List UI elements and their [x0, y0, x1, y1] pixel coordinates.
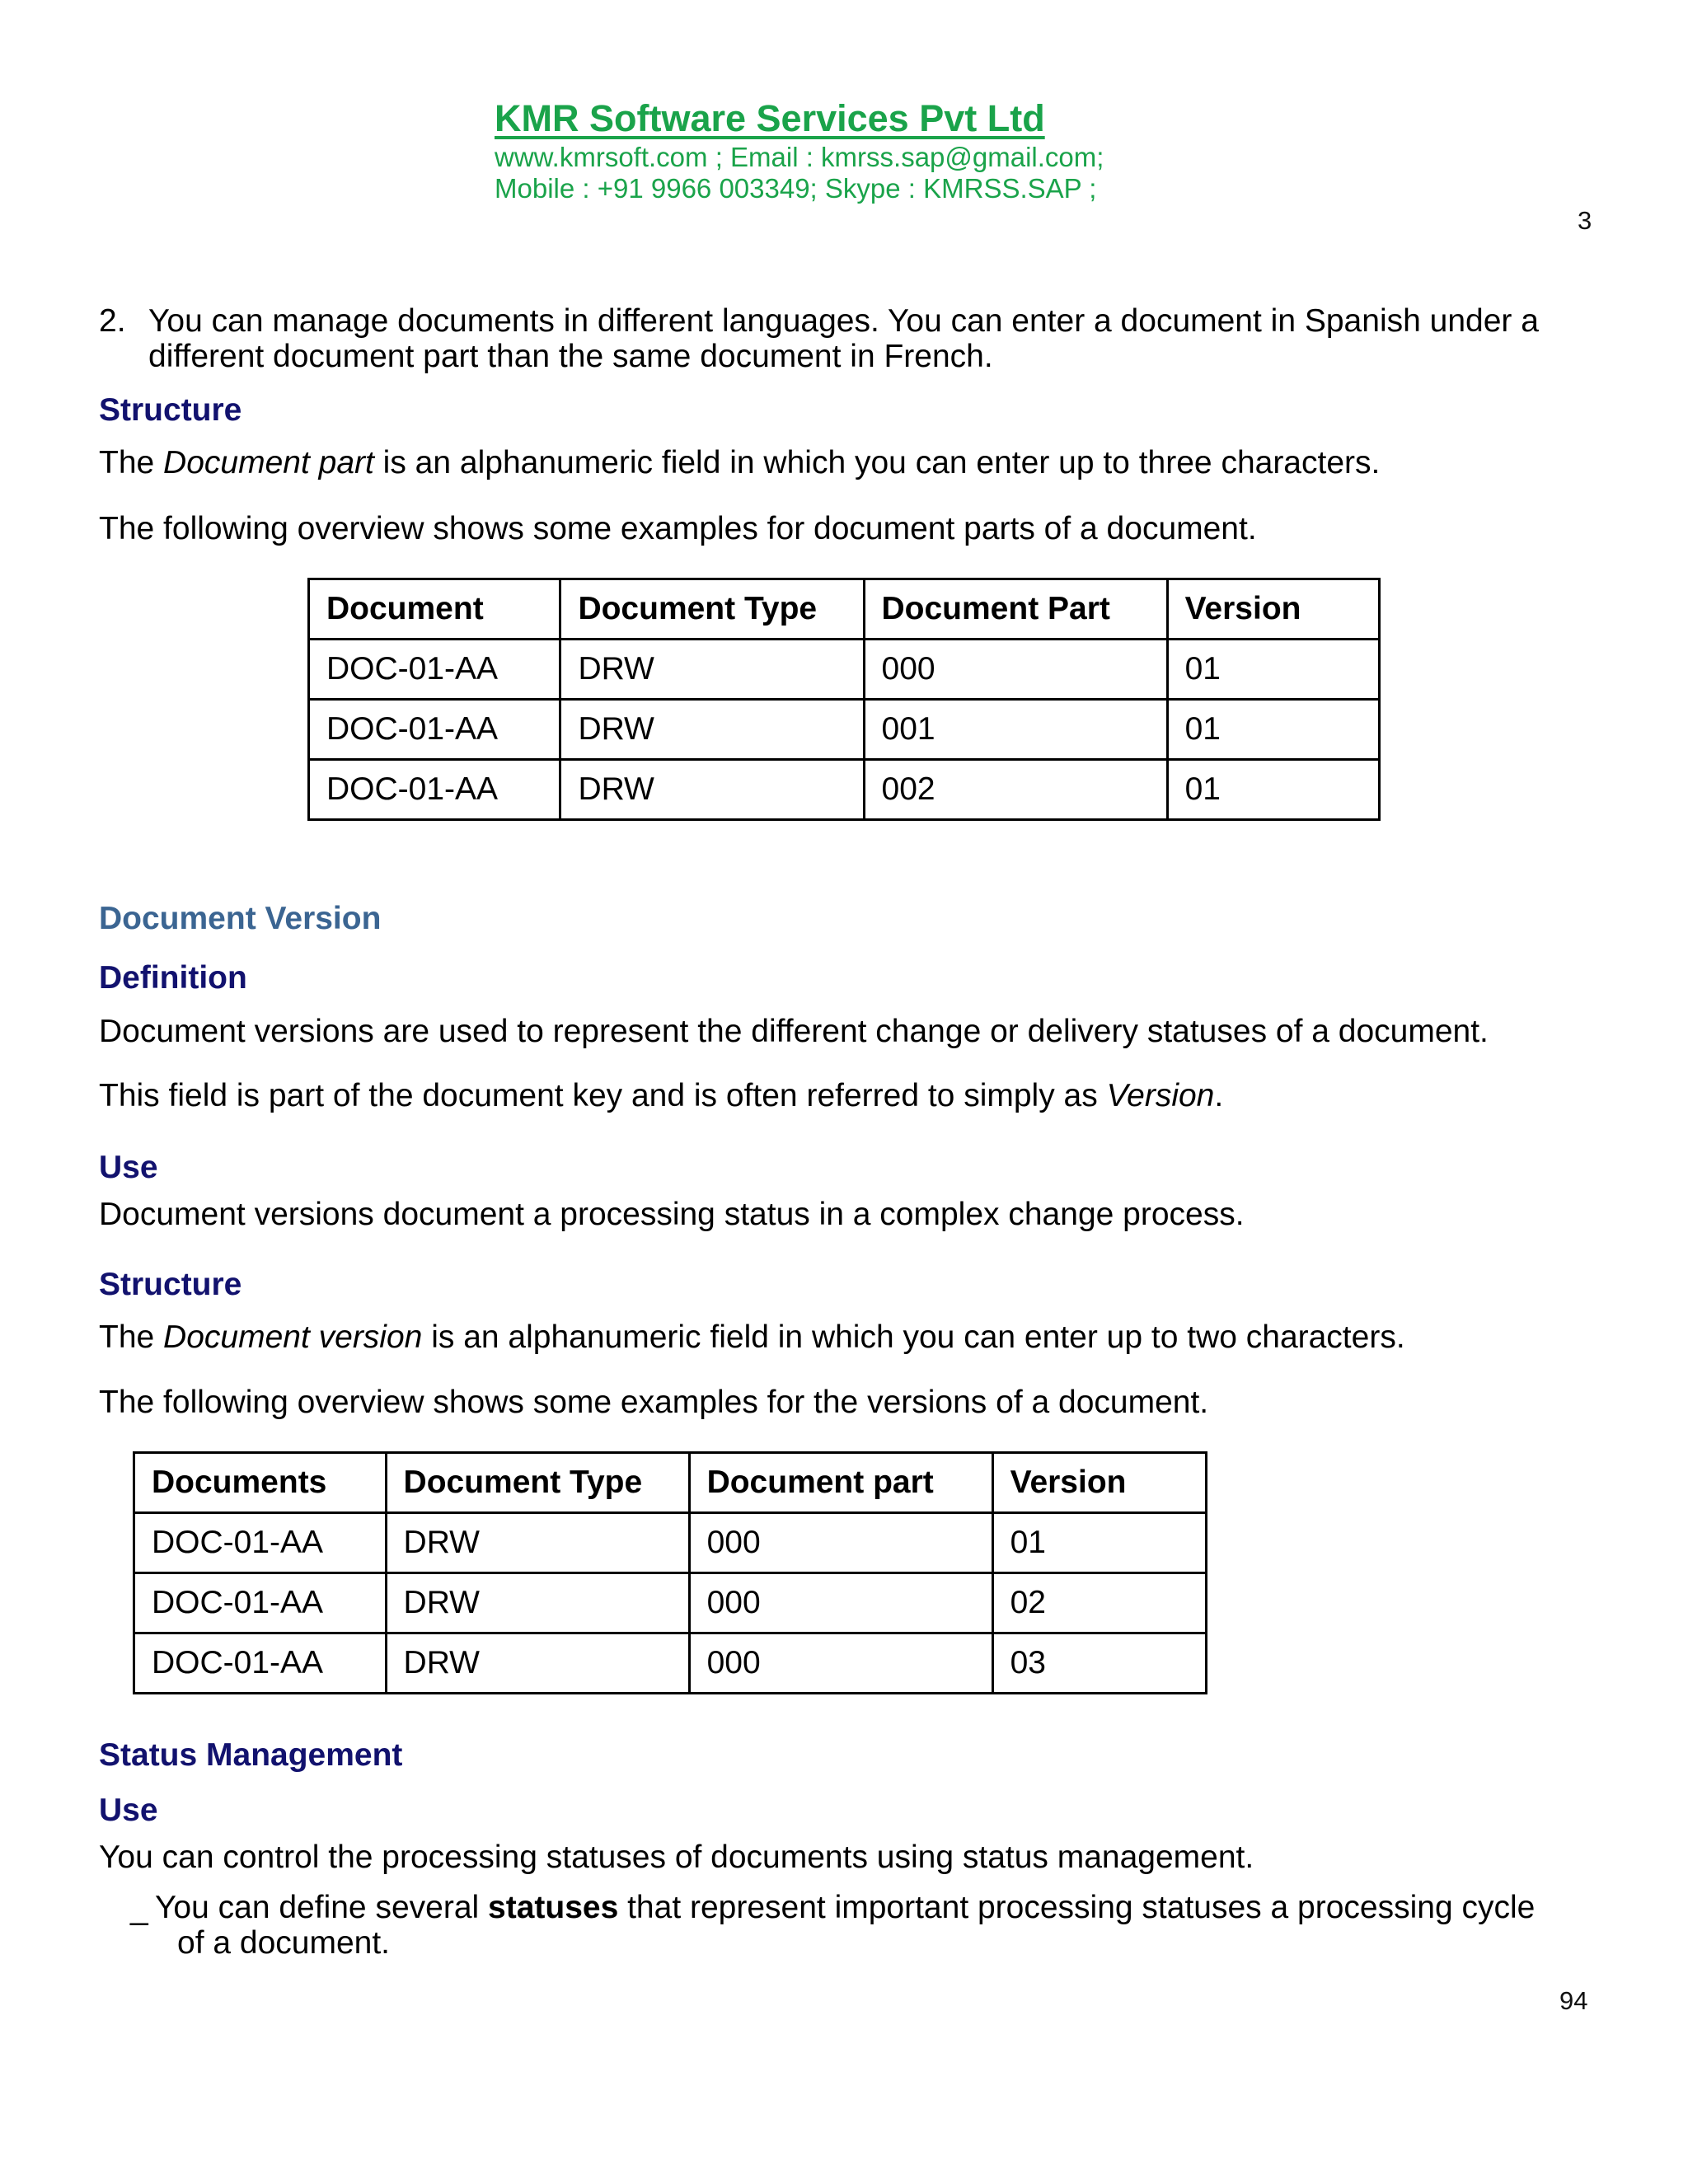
text-run: is an alphanumeric field in which you can enter up to three characters. — [373, 445, 1381, 480]
page-number-top: 3 — [1578, 206, 1592, 235]
table-header-cell: Document Type — [560, 579, 864, 640]
contact-phone-skype: Mobile : +91 9966 003349; Skype : KMRSS.SAP ; — [495, 173, 1097, 204]
table-cell: DRW — [386, 1513, 689, 1573]
status-use-paragraph: You can control the processing statuses of documents using status management. — [99, 1840, 1254, 1875]
table-header-cell: Document — [309, 579, 560, 640]
table-row — [134, 1633, 1207, 1694]
status-use-heading: Use — [99, 1793, 158, 1828]
definition-heading: Definition — [99, 960, 247, 996]
list-item-number: 2. — [99, 303, 126, 339]
page-number-bottom: 94 — [1559, 1986, 1588, 2015]
bullet-line1 — [155, 1890, 1606, 1925]
structure-paragraph-1 — [99, 445, 1380, 481]
table-header-cell: Version — [1167, 579, 1379, 640]
structure-paragraph-2: The following overview shows some examples for document parts of a document. — [99, 511, 1257, 546]
use-heading: Use — [99, 1150, 158, 1185]
table-header-cell: Document part — [689, 1453, 992, 1513]
table-cell: 01 — [992, 1513, 1206, 1573]
table-cell: DOC-01-AA — [309, 700, 560, 760]
version-structure-heading: Structure — [99, 1267, 242, 1302]
status-management-heading: Status Management — [99, 1737, 403, 1773]
document-parts-table — [307, 578, 1381, 821]
text-run: is an alphanumeric field in which you can enter up to two characters. — [422, 1319, 1405, 1355]
table-cell: DOC-01-AA — [134, 1513, 387, 1573]
text-run: The — [99, 445, 164, 480]
text-run: that represent important processing statuses a processing cycle — [618, 1890, 1536, 1925]
table-header-cell: Document Type — [386, 1453, 689, 1513]
table-cell: DOC-01-AA — [309, 640, 560, 700]
table-cell: 002 — [864, 760, 1167, 820]
list-item-line2: different document part than the same document in French. — [148, 339, 993, 374]
table-header-row — [309, 579, 1380, 640]
definition-paragraph-2 — [99, 1078, 1223, 1114]
company-name: KMR Software Services Pvt Ltd — [495, 97, 1045, 139]
table-cell: 03 — [992, 1633, 1206, 1694]
bold-term: statuses — [488, 1890, 619, 1925]
table-cell: DRW — [386, 1633, 689, 1694]
document-versions-table — [133, 1451, 1207, 1694]
status-bullet-text — [155, 1890, 1606, 1961]
table-cell: DOC-01-AA — [134, 1633, 387, 1694]
table-row — [309, 640, 1380, 700]
table-cell: DRW — [560, 640, 864, 700]
table-cell: 000 — [689, 1633, 992, 1694]
list-item-line1: You can manage documents in different languages. You can enter a document in Spanish under a — [148, 303, 1539, 339]
bullet-mark: _ — [130, 1891, 148, 1926]
table-cell: 01 — [1167, 640, 1379, 700]
table-header-cell: Document Part — [864, 579, 1167, 640]
emphasis-term: Version — [1106, 1078, 1215, 1113]
use-paragraph: Document versions document a processing status in a complex change process. — [99, 1197, 1245, 1232]
list-item-text — [148, 303, 1615, 374]
text-run: You can define several — [155, 1890, 489, 1925]
table-cell: 000 — [689, 1573, 992, 1633]
table-row — [134, 1573, 1207, 1633]
table-cell: DRW — [560, 760, 864, 820]
bullet-line2: of a document. — [177, 1925, 390, 1961]
table-cell: DRW — [386, 1573, 689, 1633]
table-cell: 02 — [992, 1573, 1206, 1633]
table-cell: 01 — [1167, 700, 1379, 760]
emphasis-term: Document version — [163, 1319, 423, 1355]
table-cell: 01 — [1167, 760, 1379, 820]
text-run: . — [1214, 1078, 1224, 1113]
table-header-row — [134, 1453, 1207, 1513]
table-cell: DOC-01-AA — [309, 760, 560, 820]
table-cell: 001 — [864, 700, 1167, 760]
table-cell: DRW — [560, 700, 864, 760]
emphasis-term: Document part — [163, 445, 374, 480]
table-header-cell: Documents — [134, 1453, 387, 1513]
document-version-heading: Document Version — [99, 901, 382, 936]
structure-heading: Structure — [99, 392, 242, 428]
table-header-cell: Version — [992, 1453, 1206, 1513]
version-structure-paragraph-2: The following overview shows some examples for the versions of a document. — [99, 1385, 1209, 1420]
table-row — [309, 760, 1380, 820]
contact-web-email: www.kmrsoft.com ; Email : kmrss.sap@gmail.com; — [495, 142, 1104, 172]
text-run: This field is part of the document key and is often referred to simply as — [99, 1078, 1107, 1113]
table-cell: 000 — [864, 640, 1167, 700]
table-row — [134, 1513, 1207, 1573]
version-structure-paragraph-1 — [99, 1319, 1405, 1356]
table-row — [309, 700, 1380, 760]
table-cell: 000 — [689, 1513, 992, 1573]
definition-paragraph-1: Document versions are used to represent the different change or delivery statuses of a document. — [99, 1014, 1489, 1049]
text-run: The — [99, 1319, 164, 1355]
table-cell: DOC-01-AA — [134, 1573, 387, 1633]
